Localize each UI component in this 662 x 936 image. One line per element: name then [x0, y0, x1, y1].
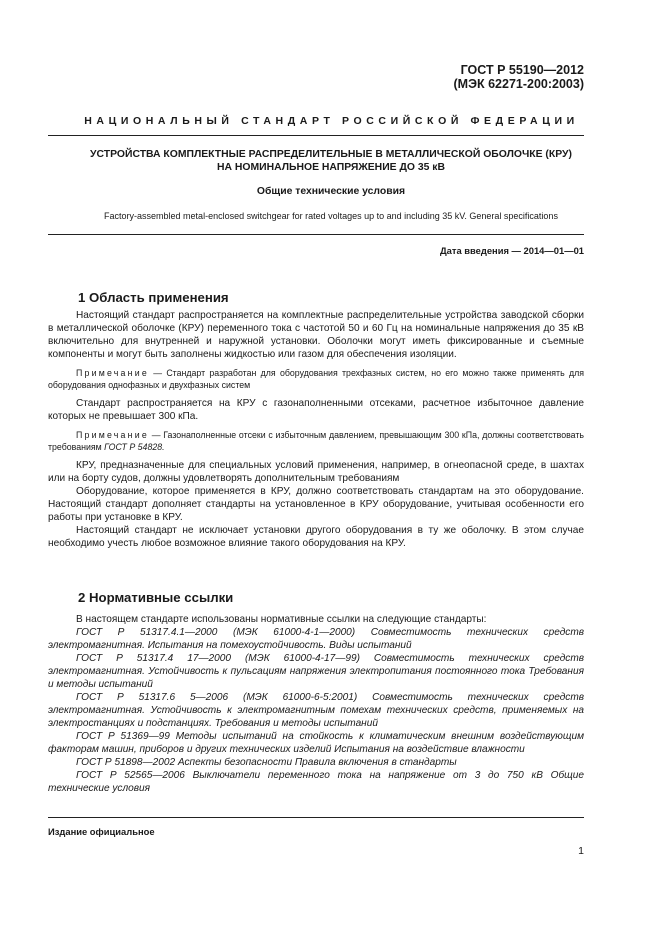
references-intro: В настоящем стандарте использованы нормативные ссылки на следующие стандарты: — [76, 614, 487, 625]
official-edition-label: Издание официальное — [48, 826, 155, 837]
document-subtitle: Общие технические условия — [256, 186, 406, 197]
note — [48, 429, 584, 453]
section-2-heading: 2 Нормативные ссылки — [78, 590, 234, 605]
title-line-1: УСТРОЙСТВА КОМПЛЕКТНЫЕ РАСПРЕДЕЛИТЕЛЬНЫЕ В МЕТАЛЛИЧЕСКОЙ ОБОЛОЧКЕ (КРУ) — [90, 149, 572, 160]
section-1-body — [48, 309, 584, 550]
note-text: — Газонаполненные отсеки с избыточным давлением, превышающим 300 кПа, должны соответствовать требованиям — [48, 430, 584, 452]
introduction-date: Дата введения — 2014—01—01 — [439, 245, 584, 256]
page-number: 1 — [578, 845, 584, 857]
paragraph: Настоящий стандарт не исключает установки другого оборудования в ту же оболочку. В этом случае необходимо учесть любое возможное влияние такого оборудования на КРУ. — [48, 525, 584, 549]
title-divider — [48, 234, 584, 235]
note-reference: ГОСТ Р 54828. — [104, 442, 165, 452]
standard-number: ГОСТ Р 55190—2012 — [460, 63, 584, 77]
paragraph: Настоящий стандарт распространяется на комплектные распределительные устройства заводской сборки в металлической оболочке (КРУ) переменного тока с частотой 50 и 60 Гц на номинальные напряжения до 35 кВ включительно для внутренней и наружной установки. Оболочки могут иметь фиксированные и съемные компоненты и могут быть заполнены жидкостью или газом для обеспечения изоляции. — [48, 310, 584, 360]
note — [48, 367, 584, 391]
section-2-body — [48, 613, 584, 795]
note-label: Примечание — [76, 368, 149, 378]
reference-item: ГОСТ Р 51898—2002 Аспекты безопасности Правила включения в стандарты — [76, 757, 457, 768]
reference-item: ГОСТ Р 52565—2006 Выключатели переменного тока на напряжение от 3 до 750 кВ Общие технические условия — [48, 770, 584, 794]
note-text: — Стандарт разработан для оборудования трехфазных систем, но его можно также применять для оборудования однофазных и двухфазных систем — [48, 368, 584, 390]
reference-item: ГОСТ Р 51317.4.1—2000 (МЭК 61000-4-1—2000) Совместимость технических средств электромагнитная. Испытания на помехоустойчивость. Виды испытаний — [48, 627, 584, 651]
paragraph: КРУ, предназначенные для специальных условий применения, например, в огнеопасной среде, в шахтах или на борту судов, должны удовлетворять дополнительным требованиям — [48, 460, 584, 484]
english-title: Factory-assembled metal-enclosed switchgear for rated voltages up to and including 35 kV. General specifications — [104, 211, 558, 221]
title-line-2: НА НОМИНАЛЬНОЕ НАПРЯЖЕНИЕ ДО 35 кВ — [216, 162, 445, 173]
standard-number-block — [454, 63, 584, 91]
note-label: Примечание — [76, 430, 149, 440]
reference-item: ГОСТ Р 51369—99 Методы испытаний на стойкость к климатическим внешним воздействующим факторам машин, приборов и других технических изделий Испытания на воздействие влажности — [48, 731, 584, 755]
reference-item: ГОСТ Р 51317.6 5—2006 (МЭК 61000-6-5:2001) Совместимость технических средств электромагнитная. Устойчивость к электромагнитным помехам технических средств, применяемых на электростанциях и подстанциях. Требования и методы испытаний — [48, 692, 584, 729]
paragraph: Стандарт распространяется на КРУ с газонаполненными отсеками, расчетное избыточное давление которых не превышает 300 кПа. — [48, 398, 584, 422]
national-standard-banner: НАЦИОНАЛЬНЫЙ СТАНДАРТ РОССИЙСКОЙ ФЕДЕРАЦИИ — [84, 115, 579, 127]
section-1-heading: 1 Область применения — [78, 290, 229, 305]
reference-item: ГОСТ Р 51317.4 17—2000 (МЭК 61000-4-17—99) Совместимость технических средств электромагнитная. Устойчивость к пульсациям напряжения электропитания постоянного тока Требования и методы испытаний — [48, 653, 584, 690]
document-title — [48, 148, 614, 174]
paragraph: Оборудование, которое применяется в КРУ, должно соответствовать стандартам на это оборудование. Настоящий стандарт дополняет стандарты на установленное в КРУ оборудование, учитывая особенности его работы при установке в КРУ. — [48, 486, 584, 523]
footer-divider — [48, 817, 584, 818]
header-divider — [48, 135, 584, 136]
iec-number: (МЭК 62271-200:2003) — [453, 77, 584, 91]
